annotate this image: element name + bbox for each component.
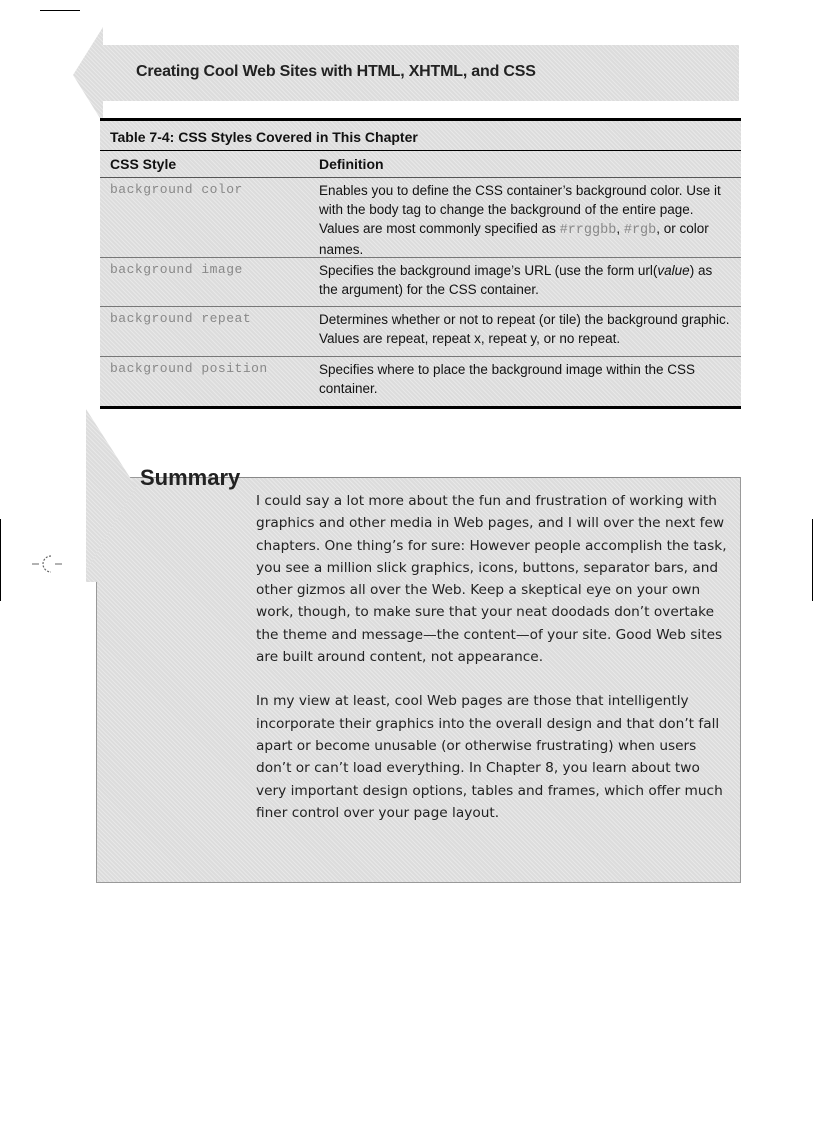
running-head-title: Creating Cool Web Sites with HTML, XHTML, and CSS <box>136 63 536 80</box>
table-row <box>100 307 741 357</box>
crop-mark-left <box>0 519 1 601</box>
code-rrggbb: #rrggbb <box>559 223 617 238</box>
css-style-cell: background image <box>110 262 243 277</box>
separator-text: , <box>616 221 624 236</box>
definition-text-end: , or color names. <box>319 221 709 257</box>
table-row <box>100 357 741 409</box>
definition-text-end: ) as the argument) for the CSS container. <box>319 263 713 297</box>
table-row <box>100 258 741 307</box>
header-arrow-icon <box>73 27 103 123</box>
definition-emphasis: value <box>657 263 690 278</box>
table-row <box>100 178 741 258</box>
summary-paragraph: In my view at least, cool Web pages are those that intelligently incorporate their graphics into the overall design and that don’t fall apart or become unusable (or otherwise frustrating) when users don’t or can’t load everything. In Chapter 8, you learn about two very important design options, tables and frames, which offer much finer control over your page layout. <box>256 693 723 821</box>
definition-cell: Specifies where to place the background image within the CSS container. <box>319 362 695 396</box>
summary-rule <box>224 477 740 478</box>
column-header-definition: Definition <box>319 156 384 172</box>
definition-cell: Determines whether or not to repeat (or tile) the background graphic. Values are repeat, repeat x, repeat y, or no repeat. <box>319 312 730 346</box>
crop-mark-right <box>812 519 813 601</box>
summary-heading: Summary <box>140 465 241 490</box>
css-style-cell: background color <box>110 182 243 197</box>
definition-cell <box>319 178 741 257</box>
summary-paragraph: I could say a lot more about the fun and frustration of working with graphics and other media in Web pages, and I will over the next few chapters. One thing’s for sure: However people accomplish the task, you see a million slick graphics, icons, buttons, separator bars, and other gizmos all over the Web. Keep a skeptical eye on your own work, though, to make sure that your neat doodads don’t overtake the theme and message—the content—of your site. Good Web sites are built around content, not appearance. <box>256 493 727 666</box>
css-style-cell: background repeat <box>110 311 252 326</box>
registration-mark-icon <box>32 551 62 577</box>
css-style-cell: background position <box>110 361 268 376</box>
css-styles-table <box>100 118 741 409</box>
table-header-row <box>100 151 741 178</box>
definition-text: Enables you to define the CSS container’s background color. Use it with the body tag to change the background of the entire page. Values are most commonly specified as <box>319 183 721 236</box>
top-crop-rule <box>40 10 80 11</box>
definition-cell <box>319 258 741 306</box>
code-rgb: #rgb <box>623 223 657 238</box>
column-header-css-style: CSS Style <box>110 156 177 172</box>
summary-body <box>256 490 734 846</box>
table-caption: Table 7-4: CSS Styles Covered in This Chapter <box>100 118 741 151</box>
definition-text: Specifies the background image’s URL (use the form url( <box>319 263 658 278</box>
